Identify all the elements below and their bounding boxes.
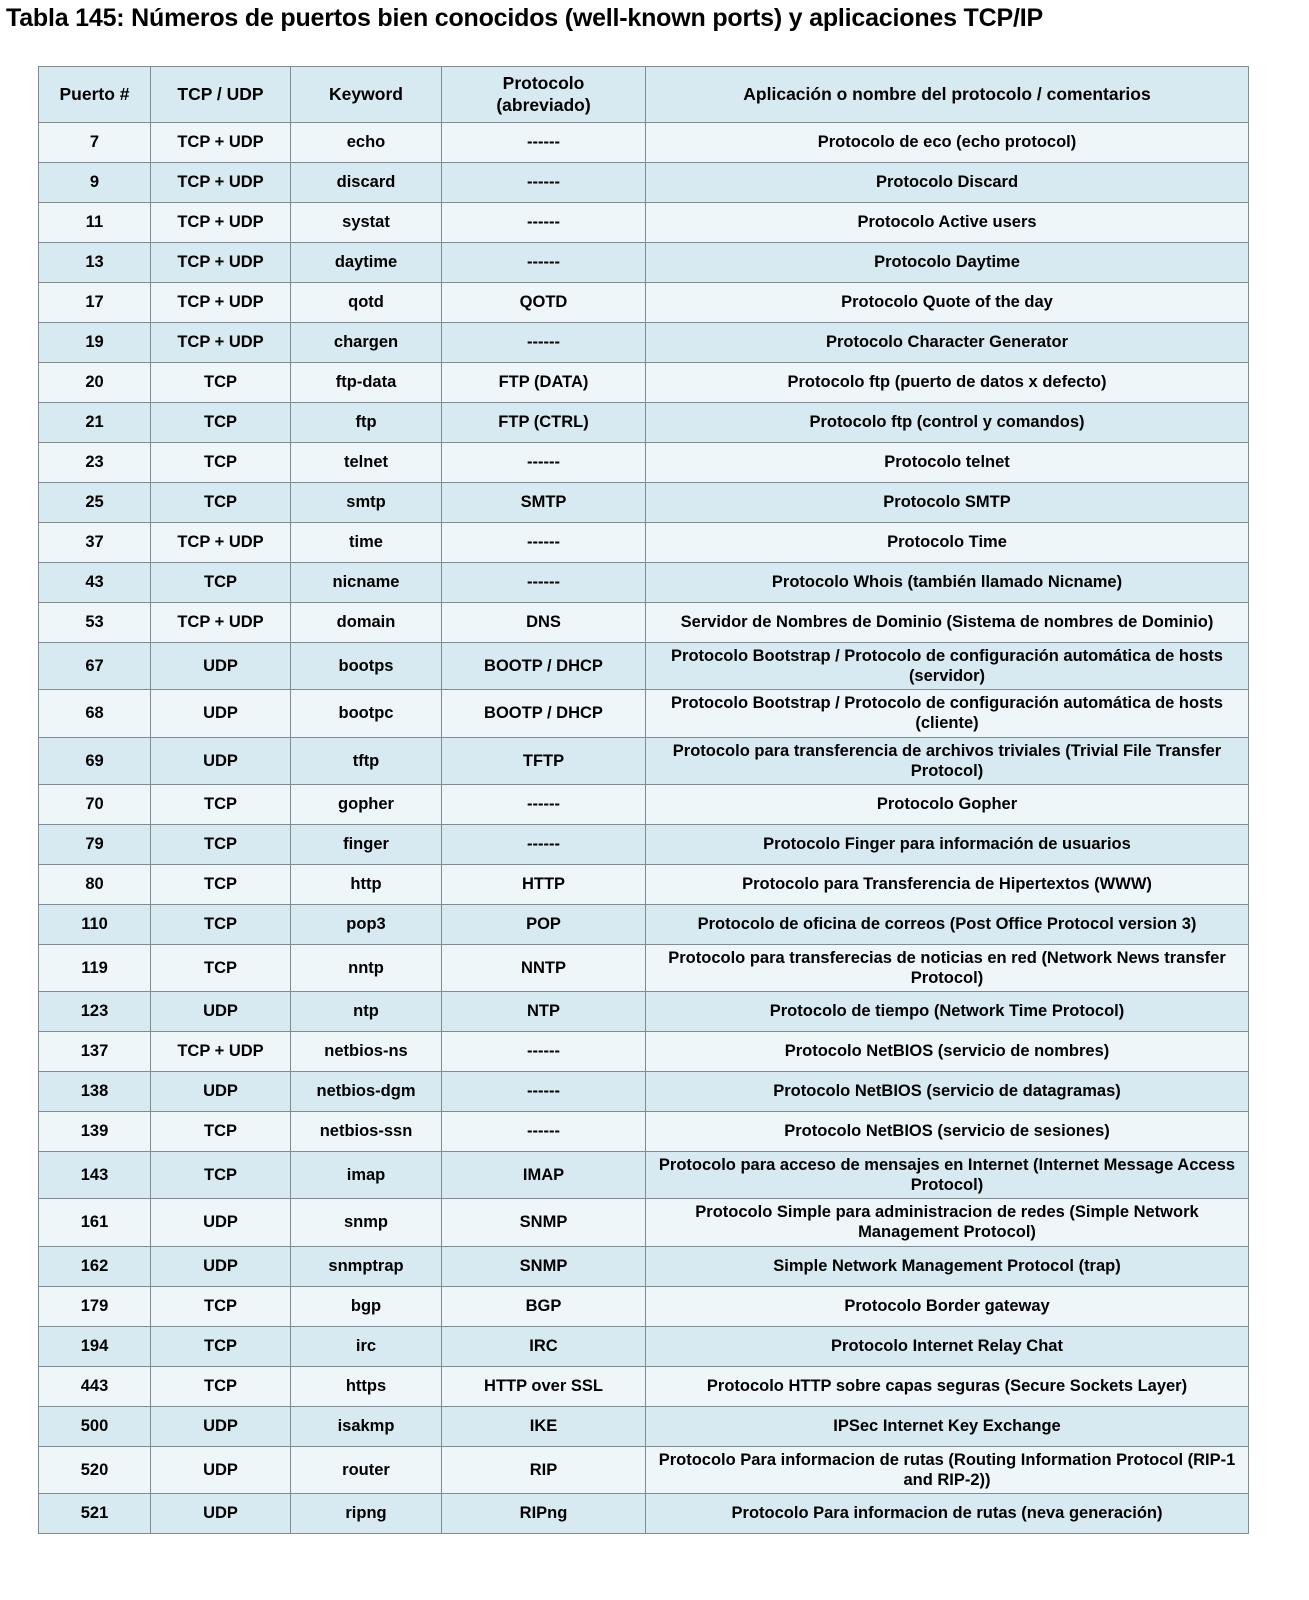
cell-port: 194 [39, 1326, 151, 1366]
cell-transport-protocol: UDP [151, 1406, 291, 1446]
cell-transport-protocol: TCP + UDP [151, 523, 291, 563]
cell-port: 500 [39, 1406, 151, 1446]
cell-protocol-abbreviation: HTTP over SSL [442, 1366, 646, 1406]
table-row [39, 1199, 1249, 1246]
cell-description: Protocolo de tiempo (Network Time Protocol) [646, 992, 1249, 1032]
cell-transport-protocol: TCP [151, 1366, 291, 1406]
cell-port: 79 [39, 824, 151, 864]
cell-transport-protocol: TCP + UDP [151, 203, 291, 243]
cell-keyword: router [291, 1446, 442, 1493]
cell-protocol-abbreviation: ------ [442, 1072, 646, 1112]
cell-transport-protocol: UDP [151, 1246, 291, 1286]
cell-port: 179 [39, 1286, 151, 1326]
cell-protocol-abbreviation: TFTP [442, 737, 646, 784]
cell-port: 13 [39, 243, 151, 283]
cell-keyword: snmptrap [291, 1246, 442, 1286]
cell-keyword: qotd [291, 283, 442, 323]
column-header-transport-protocol: TCP / UDP [151, 67, 291, 123]
cell-keyword: daytime [291, 243, 442, 283]
table-row [39, 1493, 1249, 1533]
table-row [39, 737, 1249, 784]
cell-protocol-abbreviation: NNTP [442, 944, 646, 991]
cell-description: Simple Network Management Protocol (trap) [646, 1246, 1249, 1286]
cell-transport-protocol: TCP [151, 483, 291, 523]
cell-keyword: netbios-ssn [291, 1112, 442, 1152]
table-row [39, 690, 1249, 737]
cell-keyword: pop3 [291, 904, 442, 944]
cell-description: Protocolo para Transferencia de Hipertextos (WWW) [646, 864, 1249, 904]
cell-port: 23 [39, 443, 151, 483]
cell-description: Protocolo de eco (echo protocol) [646, 123, 1249, 163]
cell-port: 67 [39, 643, 151, 690]
cell-protocol-abbreviation: QOTD [442, 283, 646, 323]
table-row [39, 323, 1249, 363]
table-row [39, 992, 1249, 1032]
cell-protocol-abbreviation: ------ [442, 323, 646, 363]
cell-port: 443 [39, 1366, 151, 1406]
cell-keyword: smtp [291, 483, 442, 523]
cell-description: Protocolo Gopher [646, 784, 1249, 824]
cell-description: Protocolo Time [646, 523, 1249, 563]
cell-transport-protocol: UDP [151, 1446, 291, 1493]
cell-keyword: bootps [291, 643, 442, 690]
table-row [39, 523, 1249, 563]
table-row [39, 123, 1249, 163]
cell-port: 139 [39, 1112, 151, 1152]
cell-port: 138 [39, 1072, 151, 1112]
cell-keyword: ntp [291, 992, 442, 1032]
table-row [39, 904, 1249, 944]
cell-port: 137 [39, 1032, 151, 1072]
well-known-ports-table-container [38, 66, 1248, 1534]
table-row [39, 563, 1249, 603]
cell-transport-protocol: TCP [151, 1112, 291, 1152]
cell-description: Protocolo Character Generator [646, 323, 1249, 363]
cell-transport-protocol: TCP [151, 1326, 291, 1366]
cell-keyword: irc [291, 1326, 442, 1366]
cell-protocol-abbreviation: SMTP [442, 483, 646, 523]
cell-port: 17 [39, 283, 151, 323]
cell-port: 7 [39, 123, 151, 163]
cell-keyword: ftp [291, 403, 442, 443]
table-row [39, 203, 1249, 243]
cell-keyword: ftp-data [291, 363, 442, 403]
cell-description: Protocolo HTTP sobre capas seguras (Secure Sockets Layer) [646, 1366, 1249, 1406]
cell-transport-protocol: TCP + UDP [151, 163, 291, 203]
cell-description: Protocolo Daytime [646, 243, 1249, 283]
cell-description: IPSec Internet Key Exchange [646, 1406, 1249, 1446]
cell-description: Protocolo Quote of the day [646, 283, 1249, 323]
cell-protocol-abbreviation: BOOTP / DHCP [442, 643, 646, 690]
cell-keyword: finger [291, 824, 442, 864]
cell-transport-protocol: TCP + UDP [151, 323, 291, 363]
page-title: Tabla 145: Números de puertos bien conocidos (well-known ports) y aplicaciones TCP/IP [6, 4, 1043, 32]
cell-transport-protocol: TCP [151, 403, 291, 443]
cell-keyword: echo [291, 123, 442, 163]
cell-protocol-abbreviation: ------ [442, 1032, 646, 1072]
cell-protocol-abbreviation: SNMP [442, 1246, 646, 1286]
table-row [39, 603, 1249, 643]
cell-port: 11 [39, 203, 151, 243]
table-row [39, 1406, 1249, 1446]
cell-keyword: imap [291, 1152, 442, 1199]
table-row [39, 864, 1249, 904]
table-row [39, 483, 1249, 523]
cell-description: Protocolo ftp (control y comandos) [646, 403, 1249, 443]
table-header [39, 67, 1249, 123]
cell-protocol-abbreviation: NTP [442, 992, 646, 1032]
cell-port: 25 [39, 483, 151, 523]
cell-port: 19 [39, 323, 151, 363]
table-row [39, 1072, 1249, 1112]
cell-description: Protocolo Border gateway [646, 1286, 1249, 1326]
cell-transport-protocol: TCP [151, 1152, 291, 1199]
table-row [39, 403, 1249, 443]
cell-description: Protocolo de oficina de correos (Post Office Protocol version 3) [646, 904, 1249, 944]
cell-transport-protocol: UDP [151, 1493, 291, 1533]
cell-keyword: nicname [291, 563, 442, 603]
column-header-protocol-abbreviation [442, 67, 646, 123]
cell-description: Protocolo para acceso de mensajes en Internet (Internet Message Access Protocol) [646, 1152, 1249, 1199]
table-row [39, 944, 1249, 991]
cell-description: Protocolo ftp (puerto de datos x defecto) [646, 363, 1249, 403]
cell-port: 123 [39, 992, 151, 1032]
cell-transport-protocol: TCP [151, 824, 291, 864]
cell-transport-protocol: UDP [151, 737, 291, 784]
cell-transport-protocol: TCP + UDP [151, 243, 291, 283]
table-row [39, 824, 1249, 864]
cell-description: Protocolo Para informacion de rutas (neva generación) [646, 1493, 1249, 1533]
table-row [39, 1246, 1249, 1286]
table-row [39, 1446, 1249, 1493]
cell-protocol-abbreviation: IMAP [442, 1152, 646, 1199]
cell-protocol-abbreviation: ------ [442, 243, 646, 283]
cell-protocol-abbreviation: ------ [442, 784, 646, 824]
cell-protocol-abbreviation: IRC [442, 1326, 646, 1366]
cell-transport-protocol: TCP [151, 864, 291, 904]
cell-port: 21 [39, 403, 151, 443]
cell-port: 143 [39, 1152, 151, 1199]
cell-port: 37 [39, 523, 151, 563]
table-row [39, 1366, 1249, 1406]
cell-protocol-abbreviation: POP [442, 904, 646, 944]
cell-protocol-abbreviation: FTP (DATA) [442, 363, 646, 403]
cell-port: 520 [39, 1446, 151, 1493]
cell-keyword: http [291, 864, 442, 904]
cell-port: 43 [39, 563, 151, 603]
cell-transport-protocol: TCP [151, 904, 291, 944]
cell-transport-protocol: UDP [151, 643, 291, 690]
cell-transport-protocol: TCP + UDP [151, 283, 291, 323]
cell-description: Protocolo telnet [646, 443, 1249, 483]
cell-keyword: domain [291, 603, 442, 643]
cell-protocol-abbreviation: ------ [442, 203, 646, 243]
table-row [39, 283, 1249, 323]
cell-description: Protocolo Para informacion de rutas (Routing Information Protocol (RIP-1 and RIP-2)) [646, 1446, 1249, 1493]
cell-keyword: snmp [291, 1199, 442, 1246]
cell-protocol-abbreviation: BGP [442, 1286, 646, 1326]
cell-description: Protocolo NetBIOS (servicio de datagramas) [646, 1072, 1249, 1112]
column-header-application-description: Aplicación o nombre del protocolo / comentarios [646, 67, 1249, 123]
cell-keyword: nntp [291, 944, 442, 991]
cell-keyword: bgp [291, 1286, 442, 1326]
cell-keyword: discard [291, 163, 442, 203]
cell-description: Protocolo Simple para administracion de redes (Simple Network Management Protocol) [646, 1199, 1249, 1246]
cell-transport-protocol: TCP + UDP [151, 603, 291, 643]
cell-protocol-abbreviation: IKE [442, 1406, 646, 1446]
cell-transport-protocol: UDP [151, 1072, 291, 1112]
cell-description: Protocolo NetBIOS (servicio de sesiones) [646, 1112, 1249, 1152]
cell-description: Protocolo Internet Relay Chat [646, 1326, 1249, 1366]
cell-protocol-abbreviation: DNS [442, 603, 646, 643]
cell-transport-protocol: TCP [151, 784, 291, 824]
cell-protocol-abbreviation: BOOTP / DHCP [442, 690, 646, 737]
cell-port: 68 [39, 690, 151, 737]
cell-keyword: tftp [291, 737, 442, 784]
cell-port: 521 [39, 1493, 151, 1533]
cell-transport-protocol: TCP [151, 363, 291, 403]
cell-description: Protocolo Bootstrap / Protocolo de configuración automática de hosts (servidor) [646, 643, 1249, 690]
table-row [39, 1326, 1249, 1366]
cell-port: 53 [39, 603, 151, 643]
cell-protocol-abbreviation: RIPng [442, 1493, 646, 1533]
cell-protocol-abbreviation: ------ [442, 824, 646, 864]
cell-description: Servidor de Nombres de Dominio (Sistema de nombres de Dominio) [646, 603, 1249, 643]
cell-protocol-abbreviation: SNMP [442, 1199, 646, 1246]
cell-keyword: ripng [291, 1493, 442, 1533]
cell-keyword: systat [291, 203, 442, 243]
cell-protocol-abbreviation: ------ [442, 123, 646, 163]
cell-protocol-abbreviation: ------ [442, 523, 646, 563]
cell-keyword: isakmp [291, 1406, 442, 1446]
table-row [39, 163, 1249, 203]
cell-keyword: netbios-ns [291, 1032, 442, 1072]
table-row [39, 643, 1249, 690]
cell-protocol-abbreviation: ------ [442, 563, 646, 603]
cell-keyword: https [291, 1366, 442, 1406]
cell-description: Protocolo Discard [646, 163, 1249, 203]
cell-transport-protocol: UDP [151, 992, 291, 1032]
column-header-protocol-line2: (abreviado) [496, 94, 591, 115]
cell-transport-protocol: TCP + UDP [151, 123, 291, 163]
cell-port: 119 [39, 944, 151, 991]
table-row [39, 1152, 1249, 1199]
cell-port: 162 [39, 1246, 151, 1286]
cell-transport-protocol: TCP [151, 443, 291, 483]
cell-port: 69 [39, 737, 151, 784]
cell-protocol-abbreviation: HTTP [442, 864, 646, 904]
cell-port: 110 [39, 904, 151, 944]
cell-description: Protocolo NetBIOS (servicio de nombres) [646, 1032, 1249, 1072]
cell-protocol-abbreviation: ------ [442, 443, 646, 483]
cell-description: Protocolo Active users [646, 203, 1249, 243]
cell-description: Protocolo para transferecias de noticias en red (Network News transfer Protocol) [646, 944, 1249, 991]
cell-keyword: chargen [291, 323, 442, 363]
cell-transport-protocol: UDP [151, 1199, 291, 1246]
cell-keyword: netbios-dgm [291, 1072, 442, 1112]
cell-port: 80 [39, 864, 151, 904]
cell-port: 20 [39, 363, 151, 403]
cell-description: Protocolo Bootstrap / Protocolo de configuración automática de hosts (cliente) [646, 690, 1249, 737]
table-row [39, 363, 1249, 403]
cell-transport-protocol: TCP [151, 1286, 291, 1326]
cell-description: Protocolo SMTP [646, 483, 1249, 523]
cell-protocol-abbreviation: FTP (CTRL) [442, 403, 646, 443]
cell-keyword: gopher [291, 784, 442, 824]
cell-transport-protocol: TCP [151, 944, 291, 991]
cell-description: Protocolo para transferencia de archivos triviales (Trivial File Transfer Protocol) [646, 737, 1249, 784]
cell-transport-protocol: TCP + UDP [151, 1032, 291, 1072]
cell-protocol-abbreviation: ------ [442, 1112, 646, 1152]
cell-port: 70 [39, 784, 151, 824]
table-row [39, 1032, 1249, 1072]
column-header-port: Puerto # [39, 67, 151, 123]
cell-keyword: bootpc [291, 690, 442, 737]
cell-protocol-abbreviation: ------ [442, 163, 646, 203]
column-header-keyword: Keyword [291, 67, 442, 123]
cell-port: 161 [39, 1199, 151, 1246]
table-body [39, 123, 1249, 1534]
table-row [39, 784, 1249, 824]
table-row [39, 1286, 1249, 1326]
cell-description: Protocolo Finger para información de usuarios [646, 824, 1249, 864]
cell-keyword: time [291, 523, 442, 563]
column-header-protocol-line1: Protocolo [502, 73, 585, 94]
cell-transport-protocol: UDP [151, 690, 291, 737]
well-known-ports-table [38, 66, 1249, 1534]
cell-keyword: telnet [291, 443, 442, 483]
cell-port: 9 [39, 163, 151, 203]
table-header-row [39, 67, 1249, 123]
cell-description: Protocolo Whois (también llamado Nicname) [646, 563, 1249, 603]
table-row [39, 443, 1249, 483]
cell-protocol-abbreviation: RIP [442, 1446, 646, 1493]
cell-transport-protocol: TCP [151, 563, 291, 603]
table-row [39, 243, 1249, 283]
table-row [39, 1112, 1249, 1152]
